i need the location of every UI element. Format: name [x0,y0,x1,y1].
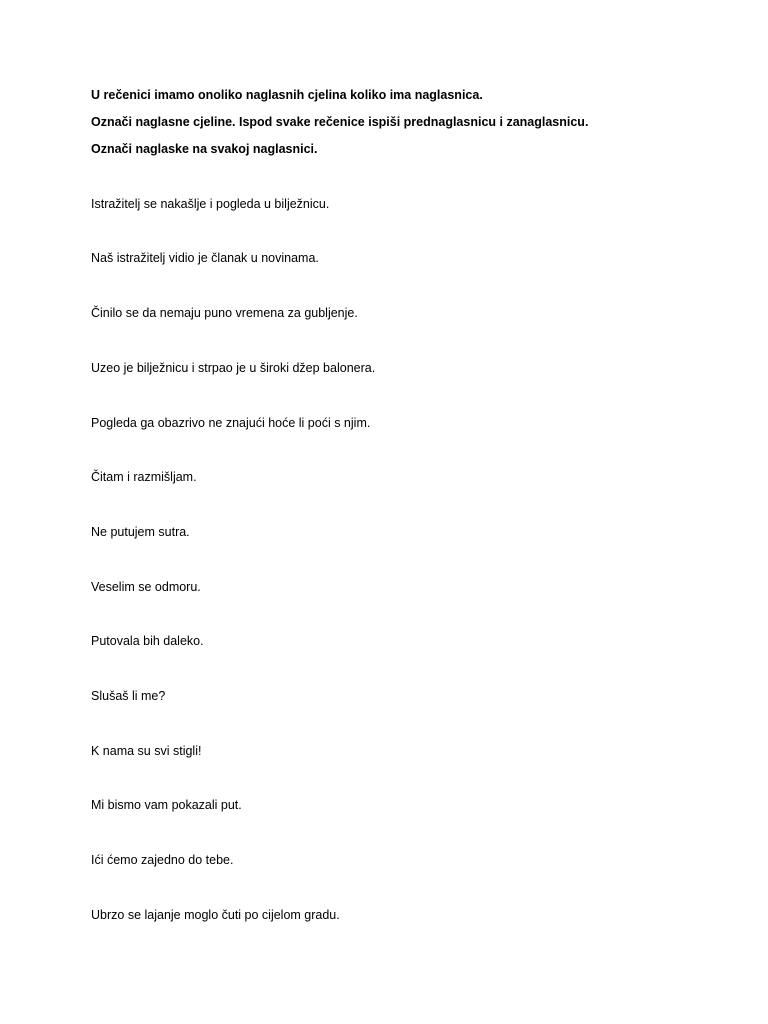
sentence-11: K nama su svi stigli! [91,744,202,758]
sentence-10: Slušaš li me? [91,689,166,703]
sentence-13: Ići ćemo zajedno do tebe. [91,853,234,867]
sentence-5: Pogleda ga obazrivo ne znajući hoće li poći s njim. [91,416,371,430]
sentence-7: Ne putujem sutra. [91,525,190,539]
sentence-9: Putovala bih daleko. [91,634,204,648]
sentence-4: Uzeo je bilježnicu i strpao je u široki džep balonera. [91,361,376,375]
sentence-2: Naš istražitelj vidio je članak u novinama. [91,251,319,265]
sentence-8: Veselim se odmoru. [91,580,201,594]
instruction-3: Označi naglaske na svakoj naglasnici. [91,142,318,156]
sentence-14: Ubrzo se lajanje moglo čuti po cijelom gradu. [91,908,340,922]
instruction-1: U rečenici imamo onoliko naglasnih cjelina koliko ima naglasnica. [91,88,483,102]
instruction-2: Označi naglasne cjeline. Ispod svake rečenice ispiši prednaglasnicu i zanaglasnicu. [91,115,589,129]
sentence-3: Činilo se da nemaju puno vremena za gubljenje. [91,306,358,320]
sentence-12: Mi bismo vam pokazali put. [91,798,242,812]
sentence-1: Istražitelj se nakašlje i pogleda u bilježnicu. [91,197,330,211]
sentence-6: Čitam i razmišljam. [91,470,197,484]
